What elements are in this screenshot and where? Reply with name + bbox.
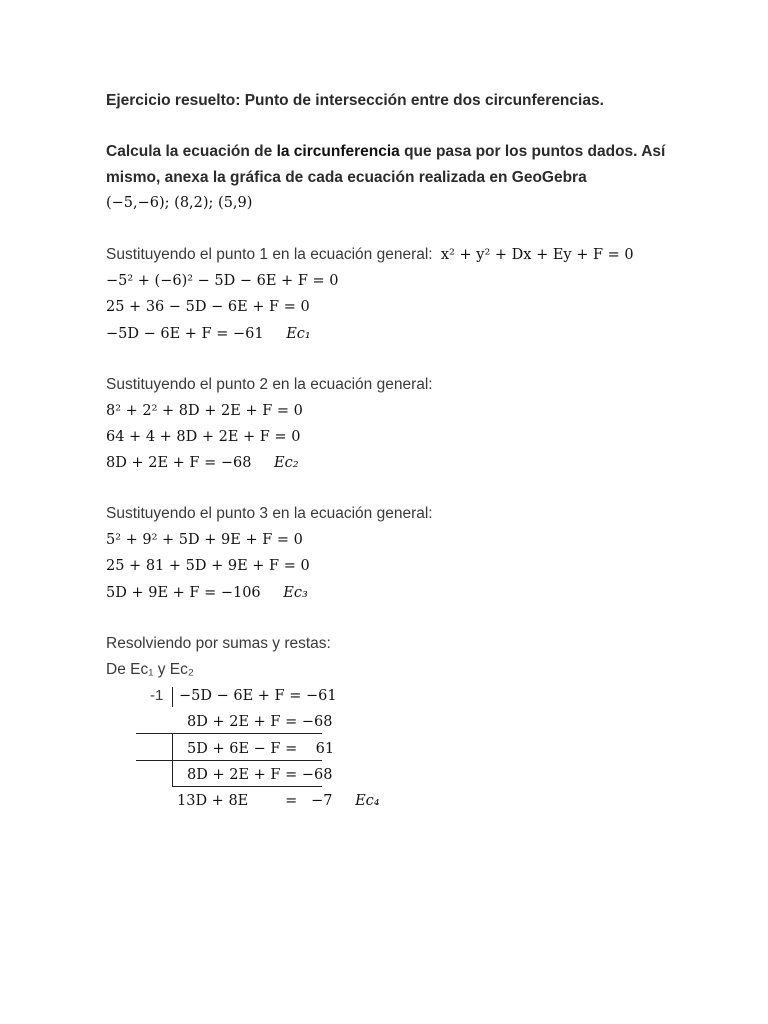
equation-label-ec2: Ec₂ [274,455,299,471]
prompt-emphasis: la circunferencia [276,143,400,160]
solve-row-2: 8D + 2E + F = −68 [187,714,333,730]
equation-label-ec4: Ec₄ [355,793,380,809]
solve-row-3: 5D + 6E − F = 61 [187,741,335,757]
step2-line-1: 8² + 2² + 8D + 2E + F = 0 [106,403,303,419]
solve-row-1: −5D − 6E + F = −61 [179,688,337,704]
solve-row-4: 8D + 2E + F = −68 [187,767,333,783]
sum-rule-middle [136,760,322,761]
step2-line-2: 64 + 4 + 8D + 2E + F = 0 [106,429,301,445]
step1-line-3-row [106,324,311,344]
step3-line-3: 5D + 9E + F = −106 [106,585,261,601]
solve-result-row [177,791,380,811]
prompt-text-2: que pasa por los puntos dados. Así [399,143,666,160]
points-list: (−5,−6); (8,2); (5,9) [106,195,253,211]
prompt-line-2: mismo, anexa la gráfica de cada ecuación realizada en GeoGebra [106,169,587,186]
step3-line-2: 25 + 81 + 5D + 9E + F = 0 [106,558,310,574]
sum-rule-lower [172,786,322,787]
page-title: Ejercicio resuelto: Punto de intersección entre dos circunferencias. [106,92,604,109]
step3-line-3-row [106,583,308,603]
sum-rule-left-upper [136,733,172,734]
equation-label-ec1: Ec₁ [286,326,311,342]
solve-de-line: De Ec₁ y Ec₂ [106,661,194,678]
step2-line-3: 8D + 2E + F = −68 [106,455,252,471]
step1-line-3: −5D − 6E + F = −61 [106,326,264,342]
step1-line-1: −5² + (−6)² − 5D − 6E + F = 0 [106,273,339,289]
multiplier-divider [172,687,173,707]
prompt-text-1: Calcula la ecuación de [106,143,277,160]
step2-line-3-row [106,453,299,473]
general-equation: x² + y² + Dx + Ey + F = 0 [440,247,634,263]
step2-intro: Sustituyendo el punto 2 en la ecuación general: [106,376,433,393]
solve-result: 13D + 8E = −7 [177,793,333,809]
sum-rule-upper [172,733,322,734]
step1-intro: Sustituyendo el punto 1 en la ecuación general: [106,246,433,263]
step3-line-1: 5² + 9² + 5D + 9E + F = 0 [106,532,303,548]
step1-intro-line [106,245,634,265]
step1-line-2: 25 + 36 − 5D − 6E + F = 0 [106,299,310,315]
solve-intro: Resolviendo por sumas y restas: [106,635,331,652]
prompt-line-1 [106,142,665,162]
multiplier-label: -1 [150,687,164,704]
step3-intro: Sustituyendo el punto 3 en la ecuación general: [106,505,433,522]
equation-label-ec3: Ec₃ [283,585,308,601]
